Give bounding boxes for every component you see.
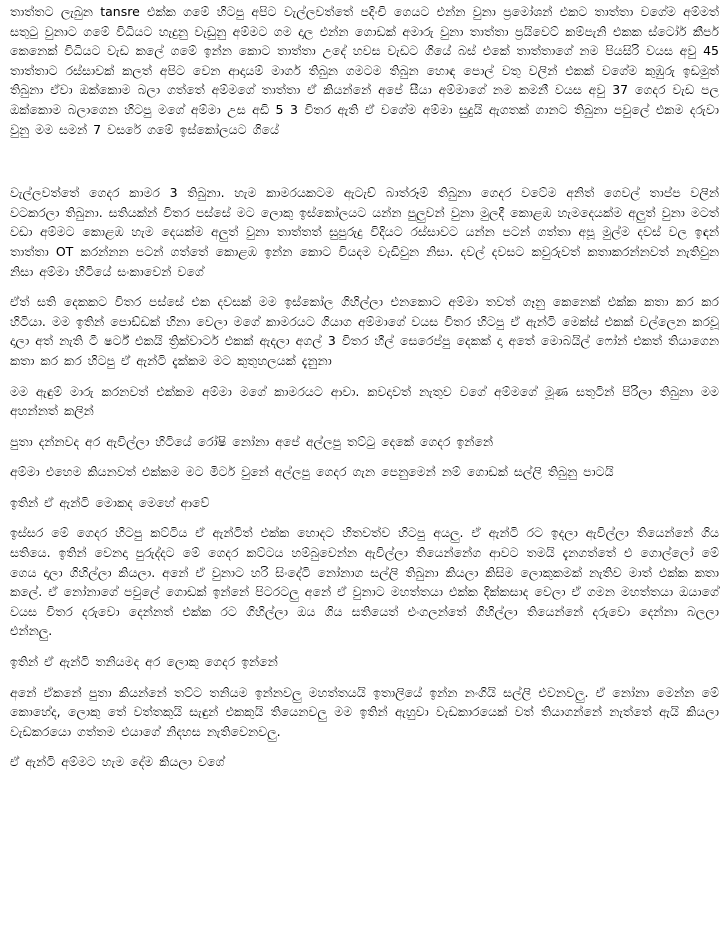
paragraph-5: පුතා දන්නවද අර ඇවිල්ලා හිටියේ රෝෂි නෝනා අපේ අල්ලපු තට්ටු දෙකේ ගෙදර ඉන්නේ [10, 433, 494, 449]
paragraph-3: ඒත් සති දෙකකට විතර පස්සේ එක දවසක් මම ඉස්කෝල ගිහිල්ලා එනකොට අම්මා තවත් ගෑනු කෙනෙක් එක්ක කතා කර කර හිටියා. මම ඉතින් පොඩ්ඩක් හිනා වෙලා මගේ කාමරයට ගියාග අම්මාගේ වයස විතර හිටපු ඒ ඇන්ටි මෙක්ස් එකක් වල්ලෙන කරවූ දාලා අත් නැති ටී ෂර්ට් එකයි ත්‍රික්වාටර් එකක් ඇදලා අගල් 3 විතර හීල් සෙරෙප්පු දෙකක් දා අතේ මොබයිල් ෆෝන් එකත් තියාගෙන කතා කර කර හිටපු ඒ ඇන්ටි දැක්කම මට කුතුහලයක් දැනුනා [10, 294, 719, 368]
paragraph-7: ඉතින් ඒ ඇන්ටි මොකද මෙහේ ආවේ [10, 494, 210, 510]
paragraph-6: අම්මා එහෙම කියනවත් එක්කම මට මිටර් වුනේ අල්ලපු ගෙදර ගැන පෙනුමෙන් නම් ගොඩක් සල්ලි තිබුනු පාටයි [10, 464, 614, 480]
paragraph-9: ඉතින් ඒ ඇන්ටි තනියමද අර ලොකු ගෙදර ඉන්නේ [10, 654, 278, 670]
paragraph-11: ඒ ඇන්ටි අම්මට හැම දේම කියලා වගේ [10, 754, 225, 770]
paragraph-8: ඉස්සර මේ ගෙදර හිටපු කට්ටිය ඒ ඇන්ටිත් එක්ක හොදට හිතවත්ව හිටපු අයලු. ඒ ඇන්ටි රට ඉදලා ඇවිල්ලා තියෙන්නේ ගිය සතියෙ. ඉතින් වෙනදා පුරුද්දට මේ ගෙදර කට්ටය හම්බුවෙන්න ඇවිල්ලා තියෙන්නේග ආවට තමයි දැනගත්තේ එ ගොල්ලෝ මේ ගෙය දාලා ගිහිල්ලා කියලා. අනේ ඒ වුනාට හරි සිංදේටි නෝනාග සල්ලි තිබුනා කියලා කිසිම ලොකුකමක් නැතිව මාත් එක්ක කතා කලේ. ඒ නෝනාගේ පවුලේ ගොඩක් ඉන්නේ පිටරටලු අනේ ඒ වුනාට මහත්තයා එක්ක දික්කසාද වෙලා ඒ ගමන මහත්තයා ඔයාගේ වයස විතර දරුවො දෙන්නත් එක්ක රට ගිහිල්ලා ඔය ගිය සතියෙත් එංගලන්තේ ගිහිල්ලා තියෙන්නේ දරුවො දෙන්නා බලලා එන්නලු. [10, 525, 719, 639]
paragraph-10: අනේ ඒකනේ පුතා කියන්නේ තට්ට තනියම ඉන්නවලු මහත්තයයි ඉතාලියේ ඉන්න නංගියි සල්ලි එවනවලු. ඒ නෝනා මෙන්න මේ කොහේද, ලොකු තේ වත්තකුයි සැඳුන් එකකුයි තියෙනවලු මම ඉතින් ඇහුවා වැඩකාරයෙක් වත් තියාගන්නේ නැත්තේ ඇයි කියලා වැඩකරයො ගත්තම එයාගේ නිදහස නැතිවෙනවලු. [10, 684, 719, 739]
paragraph-1: තාත්තට ලැබුන tansre එක්ක ගමේ හිටපු අපිට වැල්ලවත්තේ පදිංචි ගෙයට එන්න වුනා ප්‍රමෝශන් එකට තාත්තා වගේම අම්මත් සතුටු වුනාට ගමේ විධියට හැදුනු වැඩුනු අම්මට ගම දාල එන්න ගොඩක් අමාරු වුනා තාත්තා ප්‍රයිවෙට් කම්පැනි එකක ස්ටෝර් කීපර් කෙනෙක් විධියට වැඩ කලේ ගමේ ඉන්න කොට තාත්තා උදේ හවස වැඩට ගියේ බස් එකේ තාත්තාගේ නම පියසිරි වයස අවු 45 තාත්තාට රස්සාවක් කලත් අපිට වෙන ආදායම් මාර්ග තිබුන ගමටම තිබුන හොඳ පොල් වතු වලින් එකක් වගේම කුඹුරු ඉඩමුත් තිබුනා ඒවා ඔක්කොම බලා ගත්තේ අම්මගේ තාත්තා ඒ කියන්නේ අපේ සීයා අම්මාගේ නම කමනී වයස අවු 37 ගෙදර වැඩ පල ඔක්කොම බලාගෙන හිටපු මගේ අම්මා උස අඩි 5 3 විතර ඇති ඒ වගේම අම්මා සුදුයි ඇගතක් ගානට තිබුනා පවුලේ එකම දරුවා වුනු මම සමන් 7 වසරේ ගමේ ඉස්කෝලයට ගියේ [10, 4, 719, 137]
paragraph-2: වැල්ලවත්තේ ගෙදර කාමර 3 තිබුනා. හැම කාමරයකටම ඇටැච් බාත්රූම් තිබුනා ගෙදර වටේම අනිත් ගෙවල් තාප්ප වලින් වටකරලා තිබුනා. සතියක්න් විතර පස්සේ මට ලොකු ඉස්කෝලයට යන්න පුලුවන් වුනා මුලදී කොළඹ හැමදෙයක්ම අලුත් වුනා මටත් වඩා අම්මට කොළඹ හැම දෙයක්ම අලුත් වුනා තාත්තත් සුපුරුදු විදියට රස්සාවට යන්න පටන් ගත්තා අපූ මුල්ම දවස් වල ඉඳන් තාත්තා OT කරන්නන පටන් ගත්තේ කොළඹ ඉන්න කොට වියදම වැඩිවුන නිසා. දවල් දවසට කවුරුවත් කතාකරන්නවත් නැතිවුන නිසා අම්මා හිටියේ සංකාවෙන් වගේ [10, 185, 719, 279]
paragraph-4: මම ඇඳුම් මාරු කරනවත් එක්කම අම්මා මගේ කාමරයට ආවා. කවදාවත් නැතුව වගේ අම්මගේ මූණ සතුටින් පිරිලා තිබුනා මම අහන්නත් කලින් [10, 383, 719, 419]
